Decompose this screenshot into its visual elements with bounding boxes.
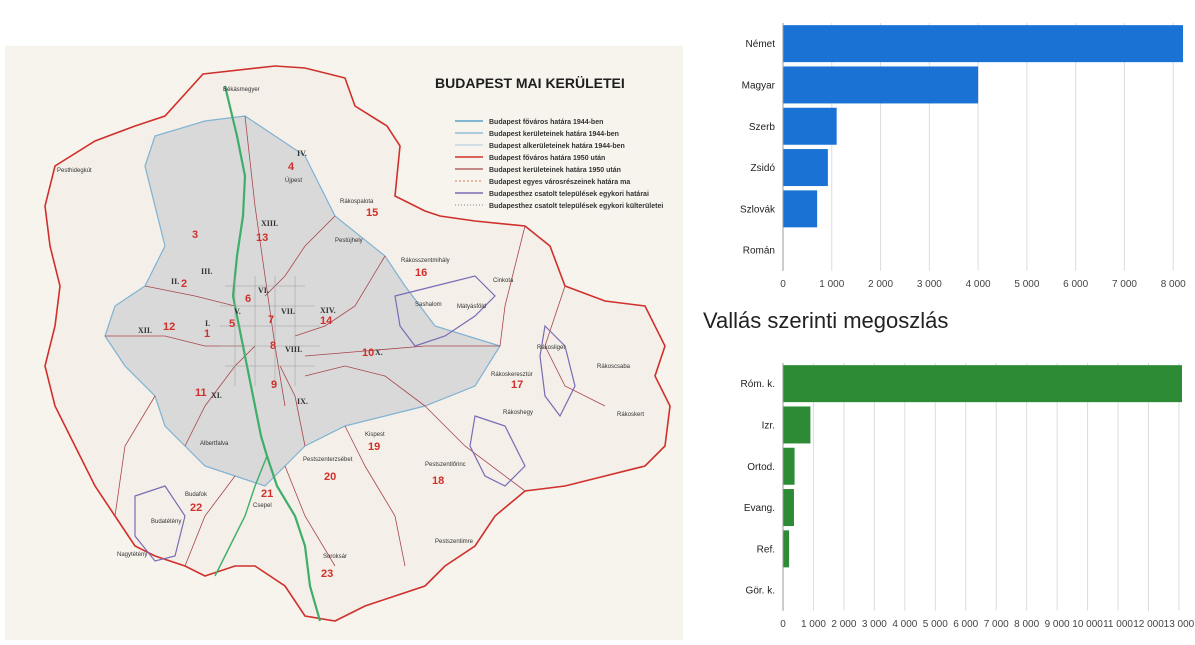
category-label: Szlovák — [739, 204, 775, 216]
x-tick-label: 11 000 — [1103, 618, 1133, 630]
x-tick-label: 10 000 — [1072, 618, 1103, 630]
roman-12: XII. — [138, 326, 153, 335]
category-label: Német — [745, 39, 775, 51]
category-label: Szerb — [748, 121, 775, 133]
district-20: 20 — [324, 471, 337, 483]
district-17: 17 — [511, 379, 524, 391]
legend-item-7: Budapesthez csatolt települések egykori határai — [489, 191, 649, 198]
district-22: 22 — [190, 502, 203, 514]
legend-item-3: Budapest alkerületeinek határa 1944-ben — [489, 143, 625, 150]
bar — [783, 149, 828, 186]
bar — [783, 25, 1183, 62]
roman-8: VIII. — [285, 345, 303, 354]
legend-item-6: Budapest egyes városrészeinek határa ma — [489, 179, 631, 186]
place-albertfalva: Albertfalva — [200, 441, 229, 447]
x-tick-label: 6 000 — [1063, 278, 1089, 290]
x-tick-label: 1 000 — [819, 278, 845, 290]
place-cinkota: Cinkota — [493, 278, 514, 284]
category-label: Ortod. — [747, 461, 775, 473]
district-6: 6 — [245, 293, 252, 305]
place-soroksar: Soroksár — [323, 554, 348, 560]
category-label: Zsidó — [750, 163, 775, 175]
legend-item-1: Budapest főváros határa 1944-ben — [489, 119, 604, 126]
district-9: 9 — [271, 379, 278, 391]
place-pestujhely: Pestújhely — [335, 238, 363, 244]
roman-6: VI. — [258, 286, 269, 295]
religion-chart-svg — [700, 355, 1195, 630]
place-sashalom: Sashalom — [415, 302, 442, 308]
x-tick-label: 6 000 — [953, 618, 979, 630]
x-tick-label: 4 000 — [892, 618, 918, 630]
district-23: 23 — [321, 568, 334, 580]
district-13: 13 — [256, 232, 269, 244]
district-10: 10 — [362, 347, 375, 359]
place-rakosszentmihaly: Rákosszentmihály — [401, 258, 450, 264]
district-18: 18 — [432, 475, 445, 487]
nationality-chart — [700, 15, 1190, 290]
x-tick-label: 5 000 — [1014, 278, 1040, 290]
bar — [783, 365, 1182, 402]
roman-2: II. — [171, 277, 180, 286]
roman-14: XIV. — [320, 306, 336, 315]
category-label: Ref. — [756, 544, 775, 556]
district-14: 14 — [320, 315, 333, 327]
district-2: 2 — [181, 278, 188, 290]
roman-10: X. — [375, 348, 383, 357]
roman-9: IX. — [297, 397, 308, 406]
roman-4: IV. — [297, 149, 307, 158]
legend-item-4: Budapest főváros határa 1950 után — [489, 155, 606, 162]
bar — [783, 530, 789, 567]
bar — [783, 190, 817, 227]
category-label: Róm. k. — [740, 379, 775, 391]
category-label: Magyar — [741, 80, 775, 92]
x-tick-label: 8 000 — [1160, 278, 1186, 290]
legend-item-8: Budapesthez csatolt települések egykori külterületei — [489, 203, 664, 210]
district-4: 4 — [288, 161, 295, 173]
x-tick-label: 12 000 — [1133, 618, 1164, 630]
category-label: Román — [742, 245, 775, 257]
district-11: 11 — [195, 387, 207, 399]
map-title: BUDAPEST MAI KERÜLETEI — [435, 75, 625, 91]
legend-item-5: Budapest kerületeinek határa 1950 után — [489, 167, 621, 174]
bar — [783, 406, 810, 443]
district-1: 1 — [204, 328, 211, 340]
roman-5: V. — [234, 307, 241, 316]
place-nagyteteny: Nagytétény — [117, 552, 148, 558]
x-tick-label: 7 000 — [983, 618, 1009, 630]
roman-3: III. — [201, 267, 213, 276]
category-label: Evang. — [743, 503, 775, 515]
place-budafok: Budafok — [185, 492, 208, 498]
x-tick-label: 3 000 — [861, 618, 887, 630]
map-legend — [455, 119, 663, 210]
district-16: 16 — [415, 267, 428, 279]
x-tick-label: 0 — [780, 278, 786, 290]
x-tick-label: 8 000 — [1014, 618, 1040, 630]
x-tick-label: 9 000 — [1044, 618, 1070, 630]
bar — [783, 66, 978, 103]
district-19: 19 — [368, 441, 381, 453]
category-label: Gör. k. — [745, 585, 775, 597]
place-rakoskeresztur: Rákoskeresztúr — [491, 372, 533, 378]
place-ujpest: Újpest — [285, 178, 303, 184]
place-bekasmegyer: Békásmegyer — [223, 87, 260, 93]
district-7: 7 — [268, 314, 275, 326]
x-tick-label: 2 000 — [831, 618, 857, 630]
place-rakosliget: Rákosliget — [537, 345, 566, 351]
bar — [783, 489, 794, 526]
district-15: 15 — [366, 207, 379, 219]
religion-chart-title: Vallás szerinti megoszlás — [703, 308, 949, 333]
bar — [783, 108, 837, 145]
place-kispest: Kispest — [365, 432, 385, 438]
district-8: 8 — [270, 340, 277, 352]
x-tick-label: 3 000 — [916, 278, 942, 290]
x-tick-label: 5 000 — [922, 618, 948, 630]
x-tick-label: 4 000 — [965, 278, 991, 290]
x-tick-label: 13 000 — [1163, 618, 1195, 630]
x-tick-label: 1 000 — [800, 618, 826, 630]
x-tick-label: 2 000 — [868, 278, 894, 290]
place-rakoskert: Rákoskert — [617, 412, 645, 418]
category-label: Izr. — [761, 420, 775, 432]
district-12: 12 — [163, 321, 176, 333]
place-budateteny: Budatétény — [151, 519, 182, 525]
district-21: 21 — [261, 488, 274, 500]
place-pesthidegkut: Pesthidegkút — [57, 168, 92, 174]
bar — [783, 448, 795, 485]
roman-11: XI. — [211, 391, 222, 400]
x-tick-label: 0 — [780, 618, 786, 630]
district-5: 5 — [229, 318, 236, 330]
budapest-districts-map — [5, 46, 683, 640]
place-rakoshegy: Rákoshegy — [503, 410, 534, 416]
place-rakospalota: Rákospalota — [340, 199, 374, 205]
place-csepel: Csepel — [253, 503, 272, 509]
roman-13: XIII. — [261, 219, 279, 228]
place-pestszentimre: Pestszentimre — [435, 539, 474, 545]
roman-1: I. — [205, 319, 211, 328]
roman-7: VII. — [281, 307, 296, 316]
map-svg — [5, 46, 683, 640]
place-rakoscsaba: Rákoscsaba — [597, 364, 631, 370]
place-matyasfold: Mátyásföld — [457, 304, 487, 310]
place-pestszenterzsebet: Pestszenterzsébet — [303, 457, 353, 463]
x-tick-label: 7 000 — [1111, 278, 1137, 290]
district-3: 3 — [192, 229, 199, 241]
religion-chart — [700, 355, 1195, 630]
place-pestszentlorinc: Pestszentlőrinc — [425, 462, 466, 468]
nationality-chart-svg — [700, 15, 1190, 290]
legend-item-2: Budapest kerületeinek határa 1944-ben — [489, 131, 619, 138]
